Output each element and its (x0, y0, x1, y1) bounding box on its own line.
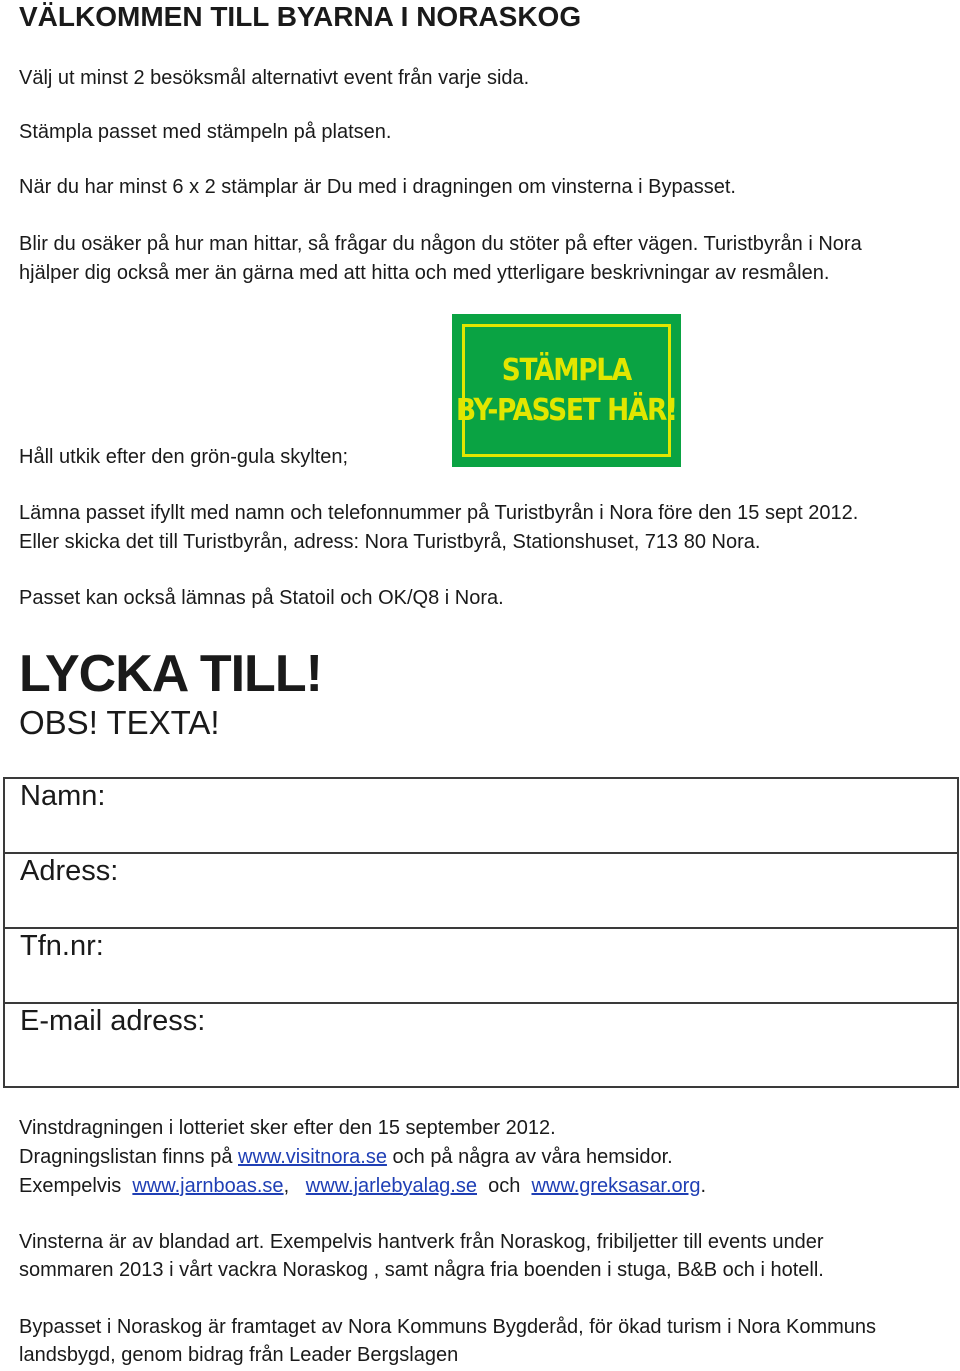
stamp-sign-line-1: STÄMPLA (501, 352, 632, 388)
name-label: Namn: (20, 780, 106, 812)
footer-line-2: landsbygd, genom bidrag från Leader Bergslagen (19, 1344, 459, 1366)
draw-sep-2: och (477, 1175, 532, 1197)
prizes-line-2: sommaren 2013 i vårt vackra Noraskog , samt några fria boenden i stuga, B&B och i hotell. (19, 1259, 824, 1281)
submit-line-3: Passet kan också lämnas på Statoil och OK/Q8 i Nora. (19, 587, 504, 609)
draw-line-2-post: och på några av våra hemsidor. (386, 1146, 673, 1168)
draw-sep-1: , (283, 1175, 306, 1197)
jarlebyalag-link[interactable]: www.jarlebyalag.se (305, 1175, 477, 1197)
phone-label: Tfn.nr: (20, 930, 104, 962)
stamp-sign-frame (456, 324, 677, 457)
draw-end: . (700, 1175, 707, 1197)
name-field[interactable] (5, 779, 957, 854)
prizes-line-1: Vinsterna är av blandad art. Exempelvis hantverk från Noraskog, fribiljetter till events under (19, 1231, 824, 1253)
address-label: Adress: (20, 855, 119, 887)
visitnora-link[interactable]: www.visitnora.se (238, 1146, 387, 1168)
address-field[interactable] (5, 854, 957, 929)
contact-form (3, 777, 959, 1088)
draw-line-3 (19, 1172, 706, 1201)
obs-note: OBS! TEXTA! (19, 704, 220, 741)
footer-line-1: Bypasset i Noraskog är framtaget av Nora Kommuns Bygderåd, för ökad turism i Nora Kommuns (19, 1316, 877, 1338)
stamp-sign-line-2: BY-PASSET HÄR! (456, 392, 677, 428)
greksasar-link[interactable]: www.greksasar.org (531, 1175, 701, 1197)
intro-line-4a: Blir du osäker på hur man hittar, så frågar du någon du stöter på efter vägen. Turistbyrån i Nora (19, 233, 862, 255)
intro-line-1: Välj ut minst 2 besöksmål alternativt event från varje sida. (19, 67, 530, 89)
stamp-sign-image (452, 314, 681, 467)
draw-line-1: Vinstdragningen i lotteriet sker efter den 15 september 2012. (19, 1117, 556, 1139)
email-label: E-mail adress: (20, 1005, 206, 1037)
page-title: VÄLKOMMEN TILL BYARNA I NORASKOG (19, 1, 582, 32)
jarnboas-link[interactable]: www.jarnboas.se (132, 1175, 284, 1197)
intro-line-2: Stämpla passet med stämpeln på platsen. (19, 121, 392, 143)
intro-line-3: När du har minst 6 x 2 stämplar är Du med i dragningen om vinsterna i Bypasset. (19, 176, 736, 198)
draw-line-2-pre: Dragningslistan finns på (19, 1146, 239, 1168)
draw-line-3-pre: Exempelvis (19, 1175, 133, 1197)
phone-field[interactable] (5, 929, 957, 1004)
intro-line-4b: hjälper dig också mer än gärna med att hitta och med ytterligare beskrivningar av resmålen. (19, 262, 830, 284)
draw-line-2 (19, 1143, 673, 1172)
submit-line-1: Lämna passet ifyllt med namn och telefonnummer på Turistbyrån i Nora före den 15 sept 2012. (19, 502, 859, 524)
email-field[interactable] (5, 1004, 957, 1086)
good-luck-heading: LYCKA TILL! (19, 645, 322, 703)
submit-line-2: Eller skicka det till Turistbyrån, adress: Nora Turistbyrå, Stationshuset, 713 80 Nora. (19, 531, 761, 553)
sign-hint: Håll utkik efter den grön-gula skylten; (19, 446, 349, 468)
